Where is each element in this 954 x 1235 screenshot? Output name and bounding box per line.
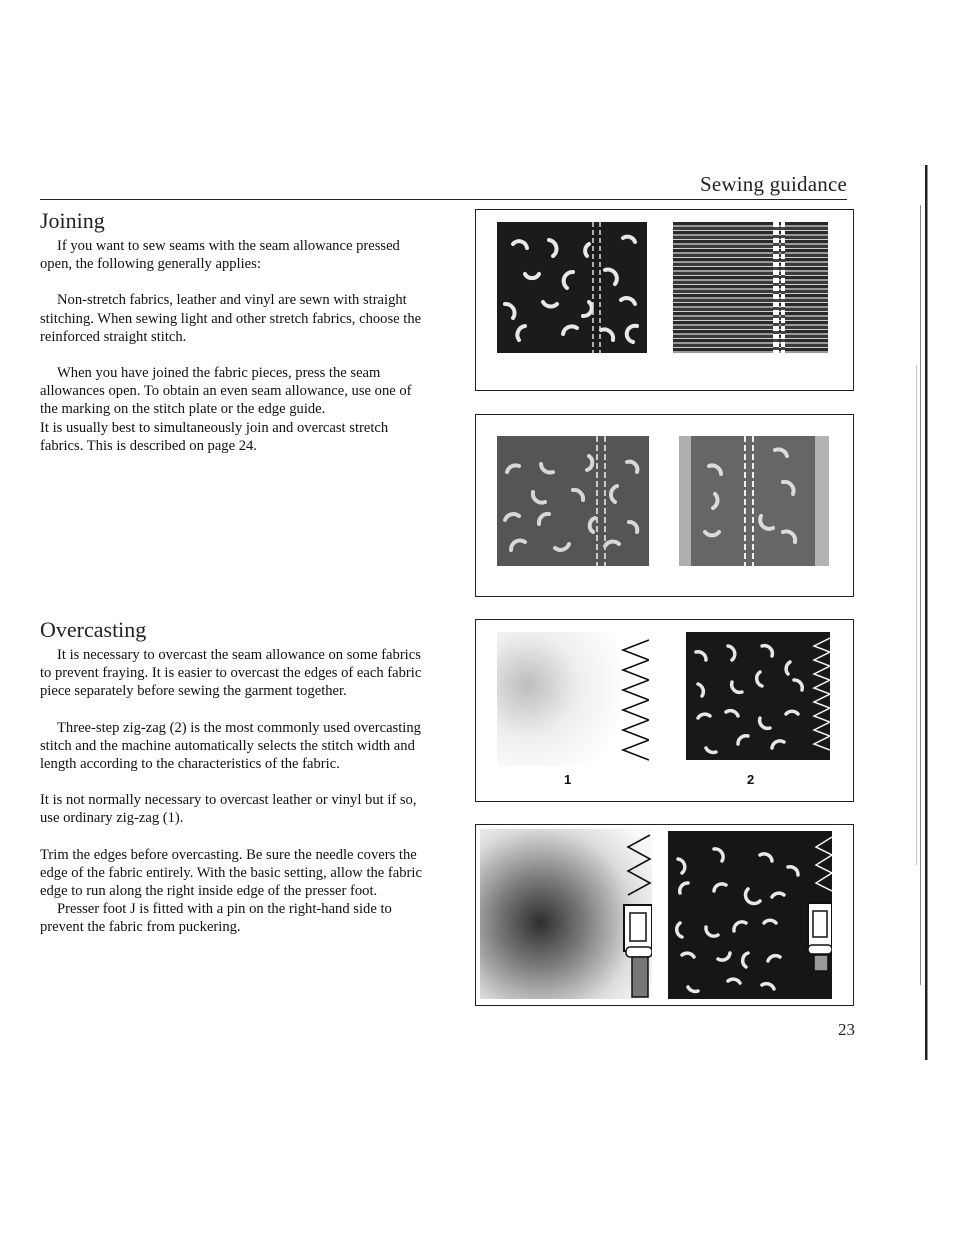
page-number: 23 [838,1020,855,1039]
fabric-photo-stretch-pressed [679,436,829,566]
figure-overcast-stitches [475,619,854,802]
overcasting-para-3: It is not normally necessary to overcast leather or vinyl but if so, use ordinary zig-zag (1). [40,792,417,827]
scan-binding-edge [915,165,929,1060]
presser-foot-icon-right [808,903,832,971]
figure-straight-seam [475,209,854,391]
figure-presser-foot-j [475,824,854,1006]
fabric-photo-three-step-zigzag [686,632,830,760]
page-header-title: Sewing guidance [699,172,847,196]
overcasting-para-1: It is necessary to overcast the seam allowance on some fabrics to prevent fraying. It is easier to overcast the edges of each fabric piece separately before sewing the garment together. [40,647,422,700]
fabric-photo-zigzag-leather [497,632,649,766]
stitch-label-1: 1 [564,772,572,787]
presser-foot-icon-left [624,905,652,997]
stitch-label-2: 2 [747,772,755,787]
fabric-photo-printed-seam [497,222,647,353]
joining-title: Joining [40,208,105,233]
joining-para-2: Non-stretch fabrics, leather and vinyl are sewn with straight stitching. When sewing light and other stretch fabrics, choose the reinforced straight stitch. [40,292,422,345]
overcasting-para-5: Presser foot J is fitted with a pin on the right-hand side to prevent the fabric from puckering. [40,901,392,936]
fabric-photo-printed-foot [668,831,832,999]
joining-para-4: It is usually best to simultaneously join and overcast stretch fabrics. This is described on page 24. [40,419,389,454]
joining-para-3: When you have joined the fabric pieces, press the seam allowances open. To obtain an even seam allowance, use one of the marking on the stitch plate or the edge guide. [40,365,412,418]
fabric-photo-printed-stretch [497,436,649,566]
fabric-photo-knit-seam [673,222,828,353]
overcasting-para-2: Three-step zig-zag (2) is the most commonly used overcasting stitch and the machine automatically selects the stitch width and length according to the characteristics of the fabric. [40,719,421,773]
overcasting-title: Overcasting [40,617,147,642]
fabric-photo-leather-foot [480,829,652,999]
overcasting-para-4: Trim the edges before overcasting. Be sure the needle covers the edge of the fabric entirely. With the basic setting, allow the fabric edge to run along the right inside edge of the presser foot. [40,846,422,900]
joining-para-1: If you want to sew seams with the seam allowance pressed open, the following generally applies: [40,238,400,273]
header-rule [40,199,847,200]
figure-stretch-seam [475,414,854,597]
overcasting-text [40,646,430,937]
joining-text [40,237,430,455]
